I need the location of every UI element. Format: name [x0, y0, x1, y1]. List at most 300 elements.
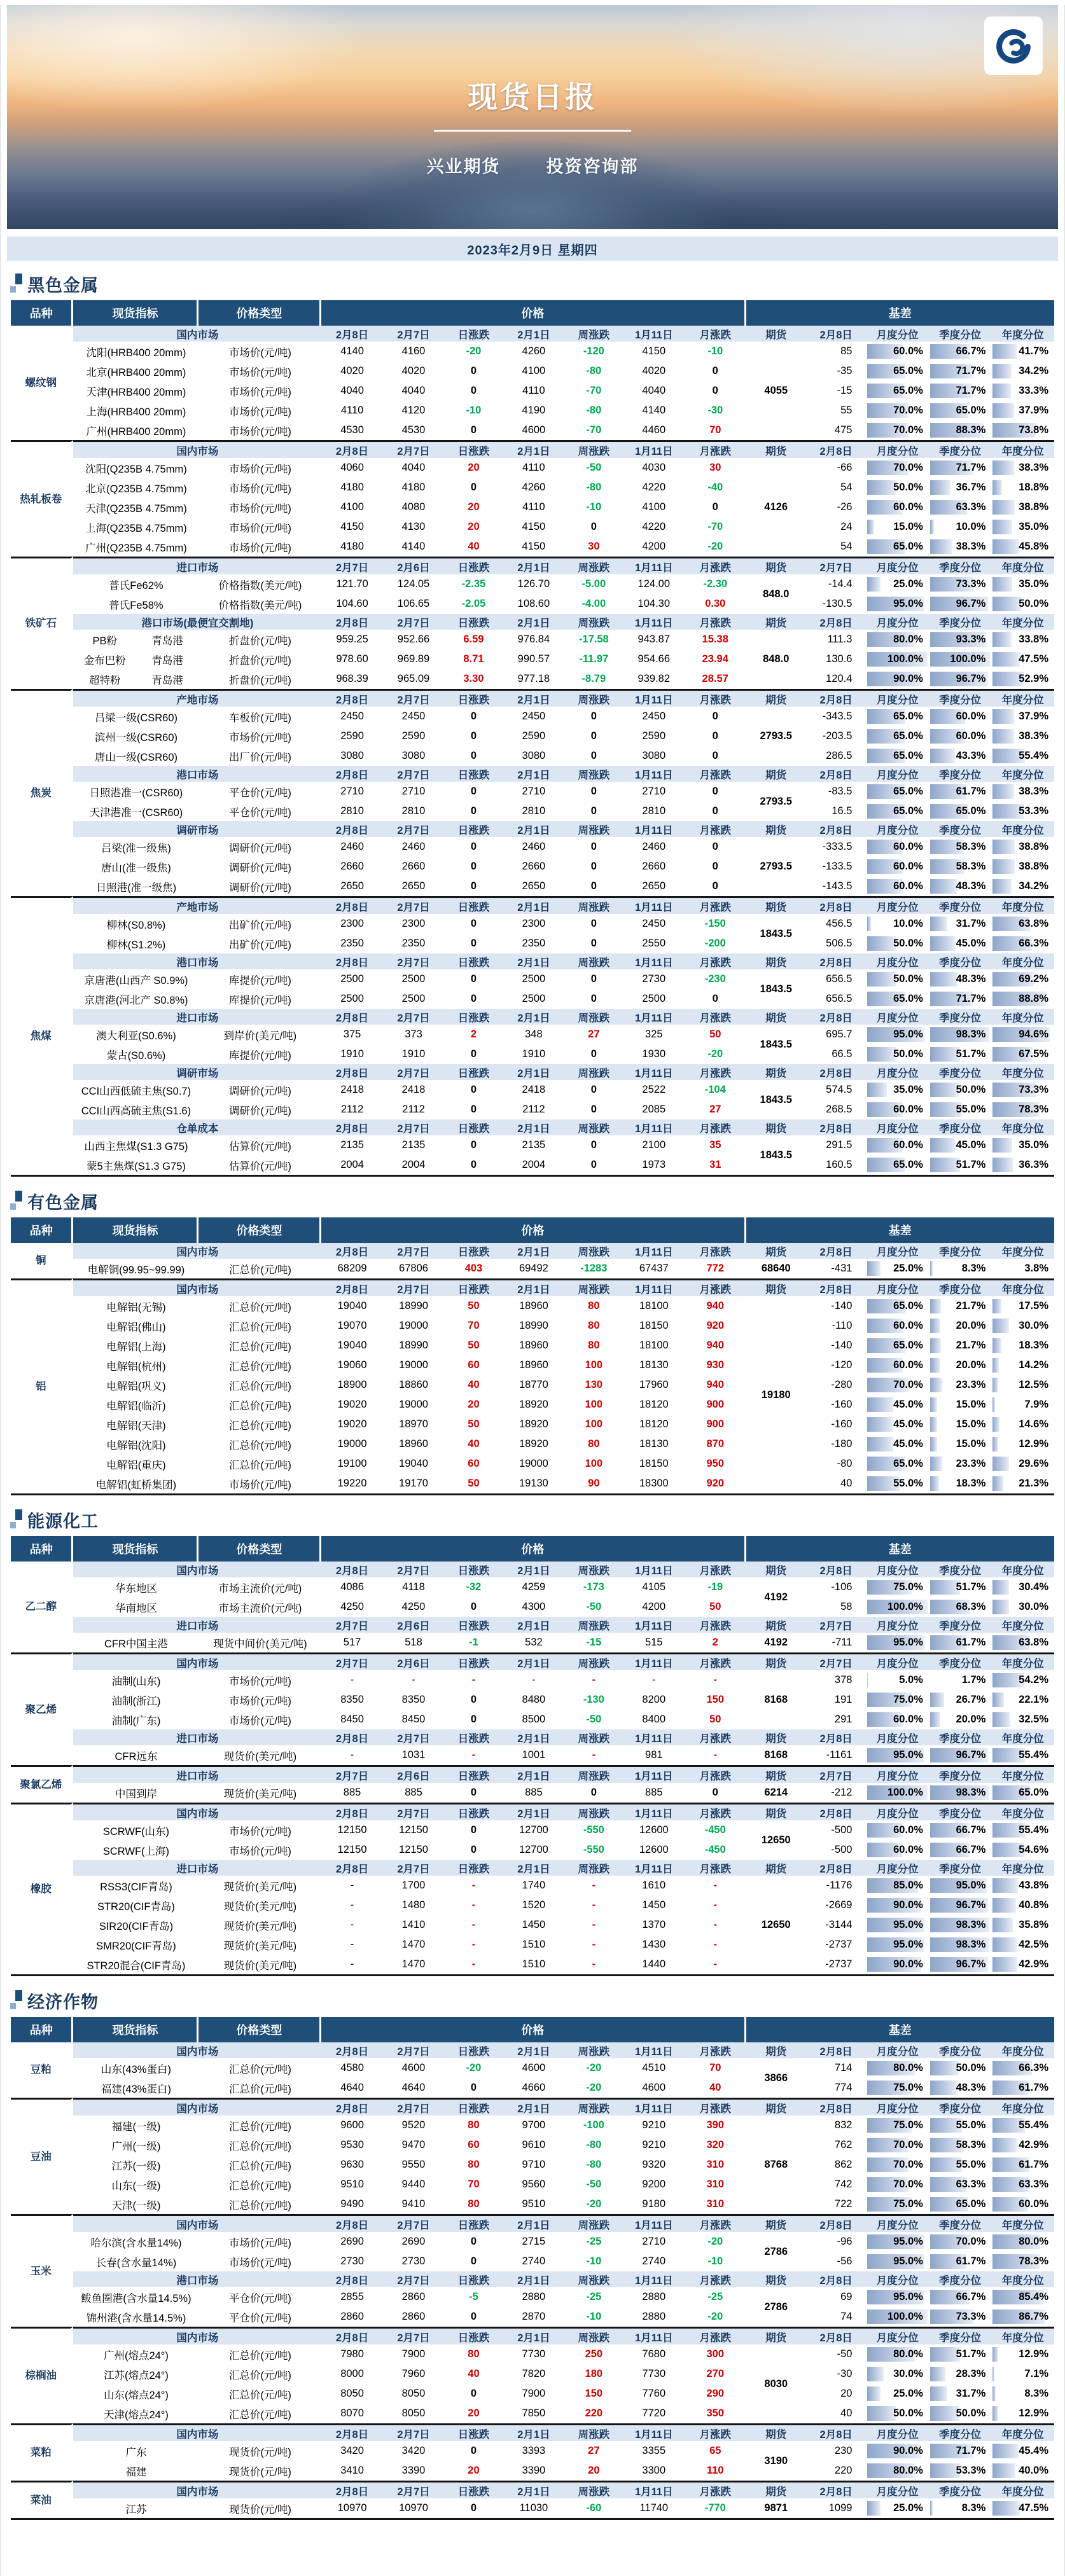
column-header: 2月8日 — [321, 2214, 382, 2232]
percentile-value: 66.3% — [1019, 2062, 1048, 2074]
price-cell: 2300 — [321, 914, 382, 934]
percentile-cell — [866, 1296, 928, 1316]
price-cell: 4530 — [383, 420, 444, 440]
change-cell: 2 — [444, 1025, 503, 1044]
percentile-value: 43.8% — [1019, 1880, 1048, 1891]
price-cell: 19040 — [383, 1454, 444, 1474]
table-row — [11, 2252, 1054, 2271]
price-cell: 348 — [503, 1025, 564, 1044]
indicator-cell: STR20(CIF青岛) — [73, 1895, 198, 1915]
percentile-value: 86.7% — [1019, 2311, 1048, 2322]
indicator-cell: 广州(Q235B 4.75mm) — [73, 537, 198, 557]
column-header: 1月11日 — [623, 1803, 685, 1820]
column-header: 2月1日 — [503, 1243, 564, 1259]
price-cell: 2710 — [383, 782, 444, 801]
table-row — [11, 1415, 1054, 1434]
percentile-cell — [991, 2364, 1054, 2384]
column-header: 月度分位 — [866, 2214, 928, 2232]
price-cell: 67437 — [623, 1259, 685, 1278]
price-cell: 11030 — [503, 2498, 564, 2518]
column-header: 日涨跌 — [444, 2098, 503, 2116]
price-cell: 4580 — [321, 2058, 382, 2078]
percentile-value: 100.0% — [887, 2311, 923, 2322]
column-header: 2月8日 — [321, 2327, 382, 2344]
price-cell: 4110 — [503, 381, 564, 401]
indicator-cell: 沈阳(HRB400 20mm) — [73, 342, 198, 361]
price-cell: 124.05 — [383, 574, 444, 594]
price-type-cell: 市场价(元/吨) — [198, 1670, 321, 1690]
price-type-cell: 现货价(美元/吨) — [198, 1955, 321, 1974]
column-header: 季度分位 — [929, 557, 991, 574]
price-cell: 4120 — [383, 401, 444, 420]
basis-cell: 268.5 — [806, 1100, 866, 1119]
percentile-value: 15.0% — [956, 1438, 986, 1450]
column-header: 2月8日 — [806, 953, 866, 969]
price-cell: 19170 — [383, 1474, 444, 1493]
column-header: 1月11日 — [623, 953, 685, 969]
indicator-cell: SMR20(CIF青岛) — [73, 1935, 198, 1955]
indicator-cell: 日照港(准一级焦) — [73, 876, 198, 896]
column-header: 期货 — [746, 2327, 806, 2344]
percentile-value: 71.7% — [956, 385, 986, 396]
percentile-value: 88.8% — [1019, 993, 1048, 1004]
percentile-value: 38.3% — [956, 541, 986, 552]
column-header: 2月8日 — [321, 326, 382, 342]
percentile-cell — [866, 594, 928, 614]
percentile-cell — [866, 1710, 928, 1729]
percentile-cell — [866, 2498, 928, 2518]
price-cell: 952.66 — [383, 630, 444, 649]
column-header: 1月11日 — [623, 2481, 685, 2498]
percentile-cell — [866, 1316, 928, 1336]
column-header: 2月8日 — [321, 896, 382, 914]
price-cell: 959.25 — [321, 630, 382, 649]
percentile-bar — [992, 2347, 998, 2362]
column-header: 季度分位 — [929, 1860, 991, 1876]
column-header: 月度分位 — [866, 1652, 928, 1670]
basis-cell: -143.5 — [806, 876, 866, 896]
percentile-bar — [992, 1918, 1012, 1932]
percentile-value: 95.0% — [956, 1880, 986, 1891]
column-header: 2月8日 — [806, 821, 866, 837]
percentile-value: 63.3% — [1019, 2178, 1048, 2190]
percentile-value: 18.8% — [1019, 481, 1048, 493]
percentile-cell — [991, 1783, 1054, 1803]
indicator-cell: 广州(一级) — [73, 2135, 198, 2155]
change-cell: 28.57 — [685, 669, 746, 689]
column-header: 月度分位 — [866, 1064, 928, 1080]
percentile-cell — [991, 1155, 1054, 1175]
price-cell: 4220 — [623, 517, 685, 537]
percentile-cell — [866, 2307, 928, 2327]
price-type-cell: 库提价(元/吨) — [198, 989, 321, 1009]
percentile-value: 35.8% — [1019, 1919, 1048, 1930]
price-cell: 2660 — [503, 857, 564, 876]
market-subheader-row — [11, 1119, 1054, 1135]
price-cell: 8050 — [321, 2384, 382, 2404]
indicator-cell: 中国到岸 — [73, 1783, 198, 1803]
column-header: 期货 — [746, 1617, 806, 1633]
percentile-value: 60.0% — [893, 1320, 923, 1331]
basis-cell: 69 — [806, 2287, 866, 2307]
price-cell: 4020 — [623, 361, 685, 381]
price-cell: 7720 — [623, 2404, 685, 2423]
percentile-value: 50.0% — [893, 481, 923, 493]
indicator-cell: 日照港准一(CSR60) — [73, 782, 198, 801]
price-cell: 885 — [383, 1783, 444, 1803]
column-header: 2月8日 — [321, 953, 382, 969]
price-type-header: 价格类型 — [198, 2017, 321, 2042]
column-header: 年度分位 — [991, 440, 1054, 458]
basis-cell: -180 — [806, 1434, 866, 1454]
column-header: 期货 — [746, 2214, 806, 2232]
column-header: 周涨跌 — [564, 1765, 623, 1783]
change-cell: - — [685, 1935, 746, 1955]
column-header: 2月1日 — [503, 1729, 564, 1745]
price-cell: 17960 — [623, 1375, 685, 1395]
section-title — [10, 1988, 1058, 2013]
indicator-cell: SIR20(CIF青岛) — [73, 1915, 198, 1935]
percentile-value: 95.0% — [893, 598, 923, 609]
column-header: 2月8日 — [321, 2271, 382, 2287]
variety-cell: 聚乙烯 — [11, 1652, 73, 1765]
price-cell: 2810 — [321, 801, 382, 821]
change-cell: -120 — [564, 342, 623, 361]
column-header: 2月7日 — [383, 689, 444, 707]
column-header: 2月7日 — [806, 557, 866, 574]
column-header: 月度分位 — [866, 1617, 928, 1633]
column-header: 年度分位 — [991, 1765, 1054, 1783]
percentile-value: 58.3% — [956, 2139, 986, 2150]
price-cell: 4080 — [383, 497, 444, 517]
price-type-header: 价格类型 — [198, 1217, 321, 1243]
indicator-cell: 广州(熔点24°) — [73, 2344, 198, 2364]
percentile-cell — [866, 1745, 928, 1765]
percentile-value: 38.8% — [1019, 501, 1048, 513]
market-label: 调研市场 — [73, 1064, 321, 1080]
percentile-value: 71.7% — [956, 365, 986, 377]
price-cell: 4040 — [383, 381, 444, 401]
price-cell: 8070 — [321, 2404, 382, 2423]
column-header: 2月6日 — [383, 1652, 444, 1670]
basis-cell: -212 — [806, 1783, 866, 1803]
column-header: 月涨跌 — [685, 2214, 746, 2232]
indicator-cell: 江苏(熔点24°) — [73, 2364, 198, 2384]
column-header: 年度分位 — [991, 953, 1054, 969]
table-row — [11, 1690, 1054, 1710]
price-cell: 3080 — [503, 746, 564, 766]
basis-cell: 20 — [806, 2384, 866, 2404]
percentile-cell — [929, 1745, 991, 1765]
percentile-cell — [866, 361, 928, 381]
percentile-value: 67.5% — [1019, 1048, 1048, 1060]
percentile-value: 55.0% — [956, 2159, 986, 2170]
change-cell: - — [444, 1895, 503, 1915]
percentile-bar — [992, 2138, 1017, 2152]
percentile-bar — [930, 539, 952, 554]
change-cell: 0 — [444, 934, 503, 953]
percentile-cell — [866, 2441, 928, 2461]
price-cell: 2135 — [383, 1135, 444, 1155]
indicator-port: 青岛港 — [151, 654, 183, 667]
column-header: 2月7日 — [383, 1243, 444, 1259]
indicator-cell: 江苏(一级) — [73, 2155, 198, 2175]
table-row — [11, 1155, 1054, 1175]
percentile-cell — [866, 1044, 928, 1064]
percentile-cell — [991, 1820, 1054, 1840]
variety-cell: 热轧板卷 — [11, 440, 73, 557]
percentile-cell — [866, 649, 928, 669]
percentile-bar — [867, 480, 896, 495]
percentile-cell — [991, 1080, 1054, 1100]
column-header: 季度分位 — [929, 1652, 991, 1670]
percentile-cell — [866, 2384, 928, 2404]
change-cell: -10 — [564, 2307, 623, 2327]
column-header: 日涨跌 — [444, 2042, 503, 2058]
indicator-cell: 山东(一级) — [73, 2175, 198, 2194]
column-header: 年度分位 — [991, 1860, 1054, 1876]
percentile-bar — [930, 1338, 941, 1353]
column-header: 周涨跌 — [564, 440, 623, 458]
indicator-cell: 福建(一级) — [73, 2116, 198, 2135]
price-cell: 2730 — [623, 969, 685, 989]
price-type-cell: 汇总价(元/吨) — [198, 2404, 321, 2423]
indicator-cell: 京唐港(河北产 S0.8%) — [73, 989, 198, 1009]
percentile-value: 63.3% — [956, 501, 986, 513]
market-label: 进口市场 — [73, 557, 321, 574]
column-header: 周涨跌 — [564, 614, 623, 630]
indicator-cell: 普氏Fe62% — [73, 574, 198, 594]
futures-cell: 4055 — [746, 342, 806, 440]
column-header: 2月1日 — [503, 1562, 564, 1577]
percentile-value: 61.7% — [1019, 2159, 1048, 2170]
table-row — [11, 594, 1054, 614]
column-header: 周涨跌 — [564, 689, 623, 707]
column-header: 月涨跌 — [685, 326, 746, 342]
market-label: 港口市场 — [73, 2271, 321, 2287]
variety-cell: 棕榈油 — [11, 2327, 73, 2423]
market-subheader-row — [11, 766, 1054, 782]
price-type-cell: 价格指数(美元/吨) — [198, 594, 321, 614]
column-header: 2月7日 — [383, 1803, 444, 1820]
indicator-cell: 鲅鱼圈港(含水量14.5%) — [73, 2287, 198, 2307]
price-cell: 9600 — [321, 2116, 382, 2135]
price-cell: 2650 — [321, 876, 382, 896]
table-row — [11, 1597, 1054, 1617]
percentile-value: 12.9% — [1019, 1438, 1048, 1450]
percentile-value: 94.6% — [1019, 1028, 1048, 1040]
column-header: 2月1日 — [503, 689, 564, 707]
change-cell: 0 — [444, 837, 503, 857]
table-row — [11, 1296, 1054, 1316]
column-header: 2月1日 — [503, 2327, 564, 2344]
column-header: 月度分位 — [866, 1562, 928, 1577]
indicator-cell: 山西主焦煤(S1.3 G75) — [73, 1135, 198, 1155]
percentile-value: 10.0% — [956, 521, 986, 532]
percentile-value: 60.0% — [893, 861, 923, 872]
column-header: 2月7日 — [806, 1617, 866, 1633]
change-cell: -15 — [564, 1633, 623, 1652]
column-header: 1月11日 — [623, 2098, 685, 2116]
price-type-cell: 汇总价(元/吨) — [198, 1355, 321, 1375]
column-header: 月度分位 — [866, 953, 928, 969]
percentile-value: 20.0% — [956, 1714, 986, 1725]
change-cell: 900 — [685, 1415, 746, 1434]
change-cell: -1 — [444, 1633, 503, 1652]
change-cell: 20 — [444, 458, 503, 478]
percentile-cell — [866, 517, 928, 537]
basis-cell: 506.5 — [806, 934, 866, 953]
percentile-value: 71.7% — [956, 993, 986, 1004]
change-cell: - — [564, 1670, 623, 1690]
percentile-cell — [991, 2252, 1054, 2271]
change-cell: -70 — [564, 420, 623, 440]
price-cell: 2880 — [623, 2287, 685, 2307]
price-cell: 9210 — [623, 2135, 685, 2155]
price-type-cell: 汇总价(元/吨) — [198, 1259, 321, 1278]
percentile-value: 15.0% — [893, 521, 923, 532]
column-header: 月度分位 — [866, 2481, 928, 2498]
column-header: 月度分位 — [866, 2327, 928, 2344]
percentile-value: 65.0% — [893, 786, 923, 797]
change-cell: 0 — [444, 801, 503, 821]
percentile-value: 51.7% — [956, 1159, 986, 1170]
basis-cell: 24 — [806, 517, 866, 537]
table-body — [11, 2042, 1054, 2518]
change-cell: 320 — [685, 2135, 746, 2155]
market-subheader-row — [11, 2042, 1054, 2058]
percentile-cell — [991, 1876, 1054, 1895]
percentile-value: 60.0% — [893, 1824, 923, 1836]
change-cell: 100 — [564, 1415, 623, 1434]
variety-cell: 铝 — [11, 1278, 73, 1493]
percentile-cell — [866, 1935, 928, 1955]
indicator-cell: 吕梁一级(CSR60) — [73, 707, 198, 726]
indicator-cell: 华东地区 — [73, 1577, 198, 1597]
price-type-cell: 价格指数(美元/吨) — [198, 574, 321, 594]
change-cell: -70 — [685, 517, 746, 537]
indicator-cell: 上海(Q235B 4.75mm) — [73, 517, 198, 537]
column-header: 1月11日 — [623, 1064, 685, 1080]
column-header: 季度分位 — [929, 2327, 991, 2344]
percentile-bar — [992, 729, 1014, 744]
futures-cell: 3190 — [746, 2441, 806, 2481]
price-cell: 8400 — [623, 1710, 685, 1729]
percentile-cell — [929, 2307, 991, 2327]
percentile-cell — [929, 707, 991, 726]
indicator-name: PB粉 — [92, 635, 117, 647]
table-row — [11, 381, 1054, 401]
percentile-cell — [929, 2384, 991, 2404]
percentile-value: 10.0% — [893, 918, 923, 929]
indicator-cell: 电解铝(巩义) — [73, 1375, 198, 1395]
change-cell: -173 — [564, 1577, 623, 1597]
column-header: 周涨跌 — [564, 2098, 623, 2116]
change-cell: - — [685, 1955, 746, 1974]
percentile-cell — [991, 726, 1054, 746]
indicator-header: 现货指标 — [73, 2017, 198, 2042]
percentile-cell — [929, 782, 991, 801]
price-cell: 19000 — [383, 1355, 444, 1375]
percentile-bar — [867, 936, 896, 951]
price-cell: 2500 — [383, 989, 444, 1009]
percentile-bar — [867, 2501, 881, 2516]
column-header: 季度分位 — [929, 953, 991, 969]
change-cell: -20 — [685, 2307, 746, 2327]
column-header: 期货 — [746, 1119, 806, 1135]
column-header: 1月11日 — [623, 1243, 685, 1259]
column-header: 年度分位 — [991, 326, 1054, 342]
column-header: 2月8日 — [321, 2481, 382, 2498]
percentile-cell — [991, 914, 1054, 934]
change-cell: - — [444, 1876, 503, 1895]
column-header: 2月1日 — [503, 2098, 564, 2116]
percentile-cell — [866, 2232, 928, 2252]
variety-cell: 玉米 — [11, 2214, 73, 2327]
change-cell: 35 — [685, 1135, 746, 1155]
indicator-cell: 电解铝(沈阳) — [73, 1434, 198, 1454]
percentile-cell — [866, 420, 928, 440]
basis-cell: -66 — [806, 458, 866, 478]
futures-cell: 848.0 — [746, 630, 806, 689]
change-cell: 940 — [685, 1375, 746, 1395]
column-header: 期货 — [746, 614, 806, 630]
section-title-label: 经济作物 — [27, 1992, 99, 2012]
basis-cell: 40 — [806, 1474, 866, 1493]
market-subheader-row — [11, 1562, 1054, 1577]
indicator-cell: 京唐港(山西产 S0.9%) — [73, 969, 198, 989]
price-cell: 3080 — [623, 746, 685, 766]
price-type-cell: 汇总价(元/吨) — [198, 2135, 321, 2155]
price-cell: 2300 — [503, 914, 564, 934]
column-header: 2月1日 — [503, 2214, 564, 2232]
variety-cell: 菜油 — [11, 2481, 73, 2518]
change-cell: 0.30 — [685, 594, 746, 614]
column-header: 月涨跌 — [685, 1243, 746, 1259]
percentile-cell — [929, 1690, 991, 1710]
column-header: 月度分位 — [866, 614, 928, 630]
change-cell: -25 — [564, 2287, 623, 2307]
change-cell: 60 — [444, 1355, 503, 1375]
percentile-value: 17.5% — [1019, 1300, 1048, 1312]
column-header: 年度分位 — [991, 689, 1054, 707]
column-header: 日涨跌 — [444, 953, 503, 969]
column-header: 年度分位 — [991, 1243, 1054, 1259]
price-cell: 2860 — [383, 2287, 444, 2307]
price-cell: 104.60 — [321, 594, 382, 614]
basis-cell: 574.5 — [806, 1080, 866, 1100]
percentile-cell — [866, 934, 928, 953]
column-header: 月度分位 — [866, 2042, 928, 2058]
percentile-cell — [866, 726, 928, 746]
table-row — [11, 649, 1054, 669]
percentile-cell — [929, 2135, 991, 2155]
change-cell: 80 — [444, 2194, 503, 2214]
column-header: 1月11日 — [623, 1009, 685, 1025]
futures-cell: 68640 — [746, 1259, 806, 1278]
price-type-cell: 市场价(元/吨) — [198, 342, 321, 361]
percentile-value: 60.0% — [956, 730, 986, 742]
change-cell: 0 — [685, 746, 746, 766]
column-header: 期货 — [746, 766, 806, 782]
change-cell: 900 — [685, 1395, 746, 1415]
column-header: 2月1日 — [503, 1009, 564, 1025]
change-cell: -2.30 — [685, 574, 746, 594]
price-type-cell: 市场价(元/吨) — [198, 420, 321, 440]
column-header: 月度分位 — [866, 1243, 928, 1259]
percentile-bar — [992, 2406, 998, 2421]
percentile-value: 45.0% — [893, 1399, 923, 1410]
